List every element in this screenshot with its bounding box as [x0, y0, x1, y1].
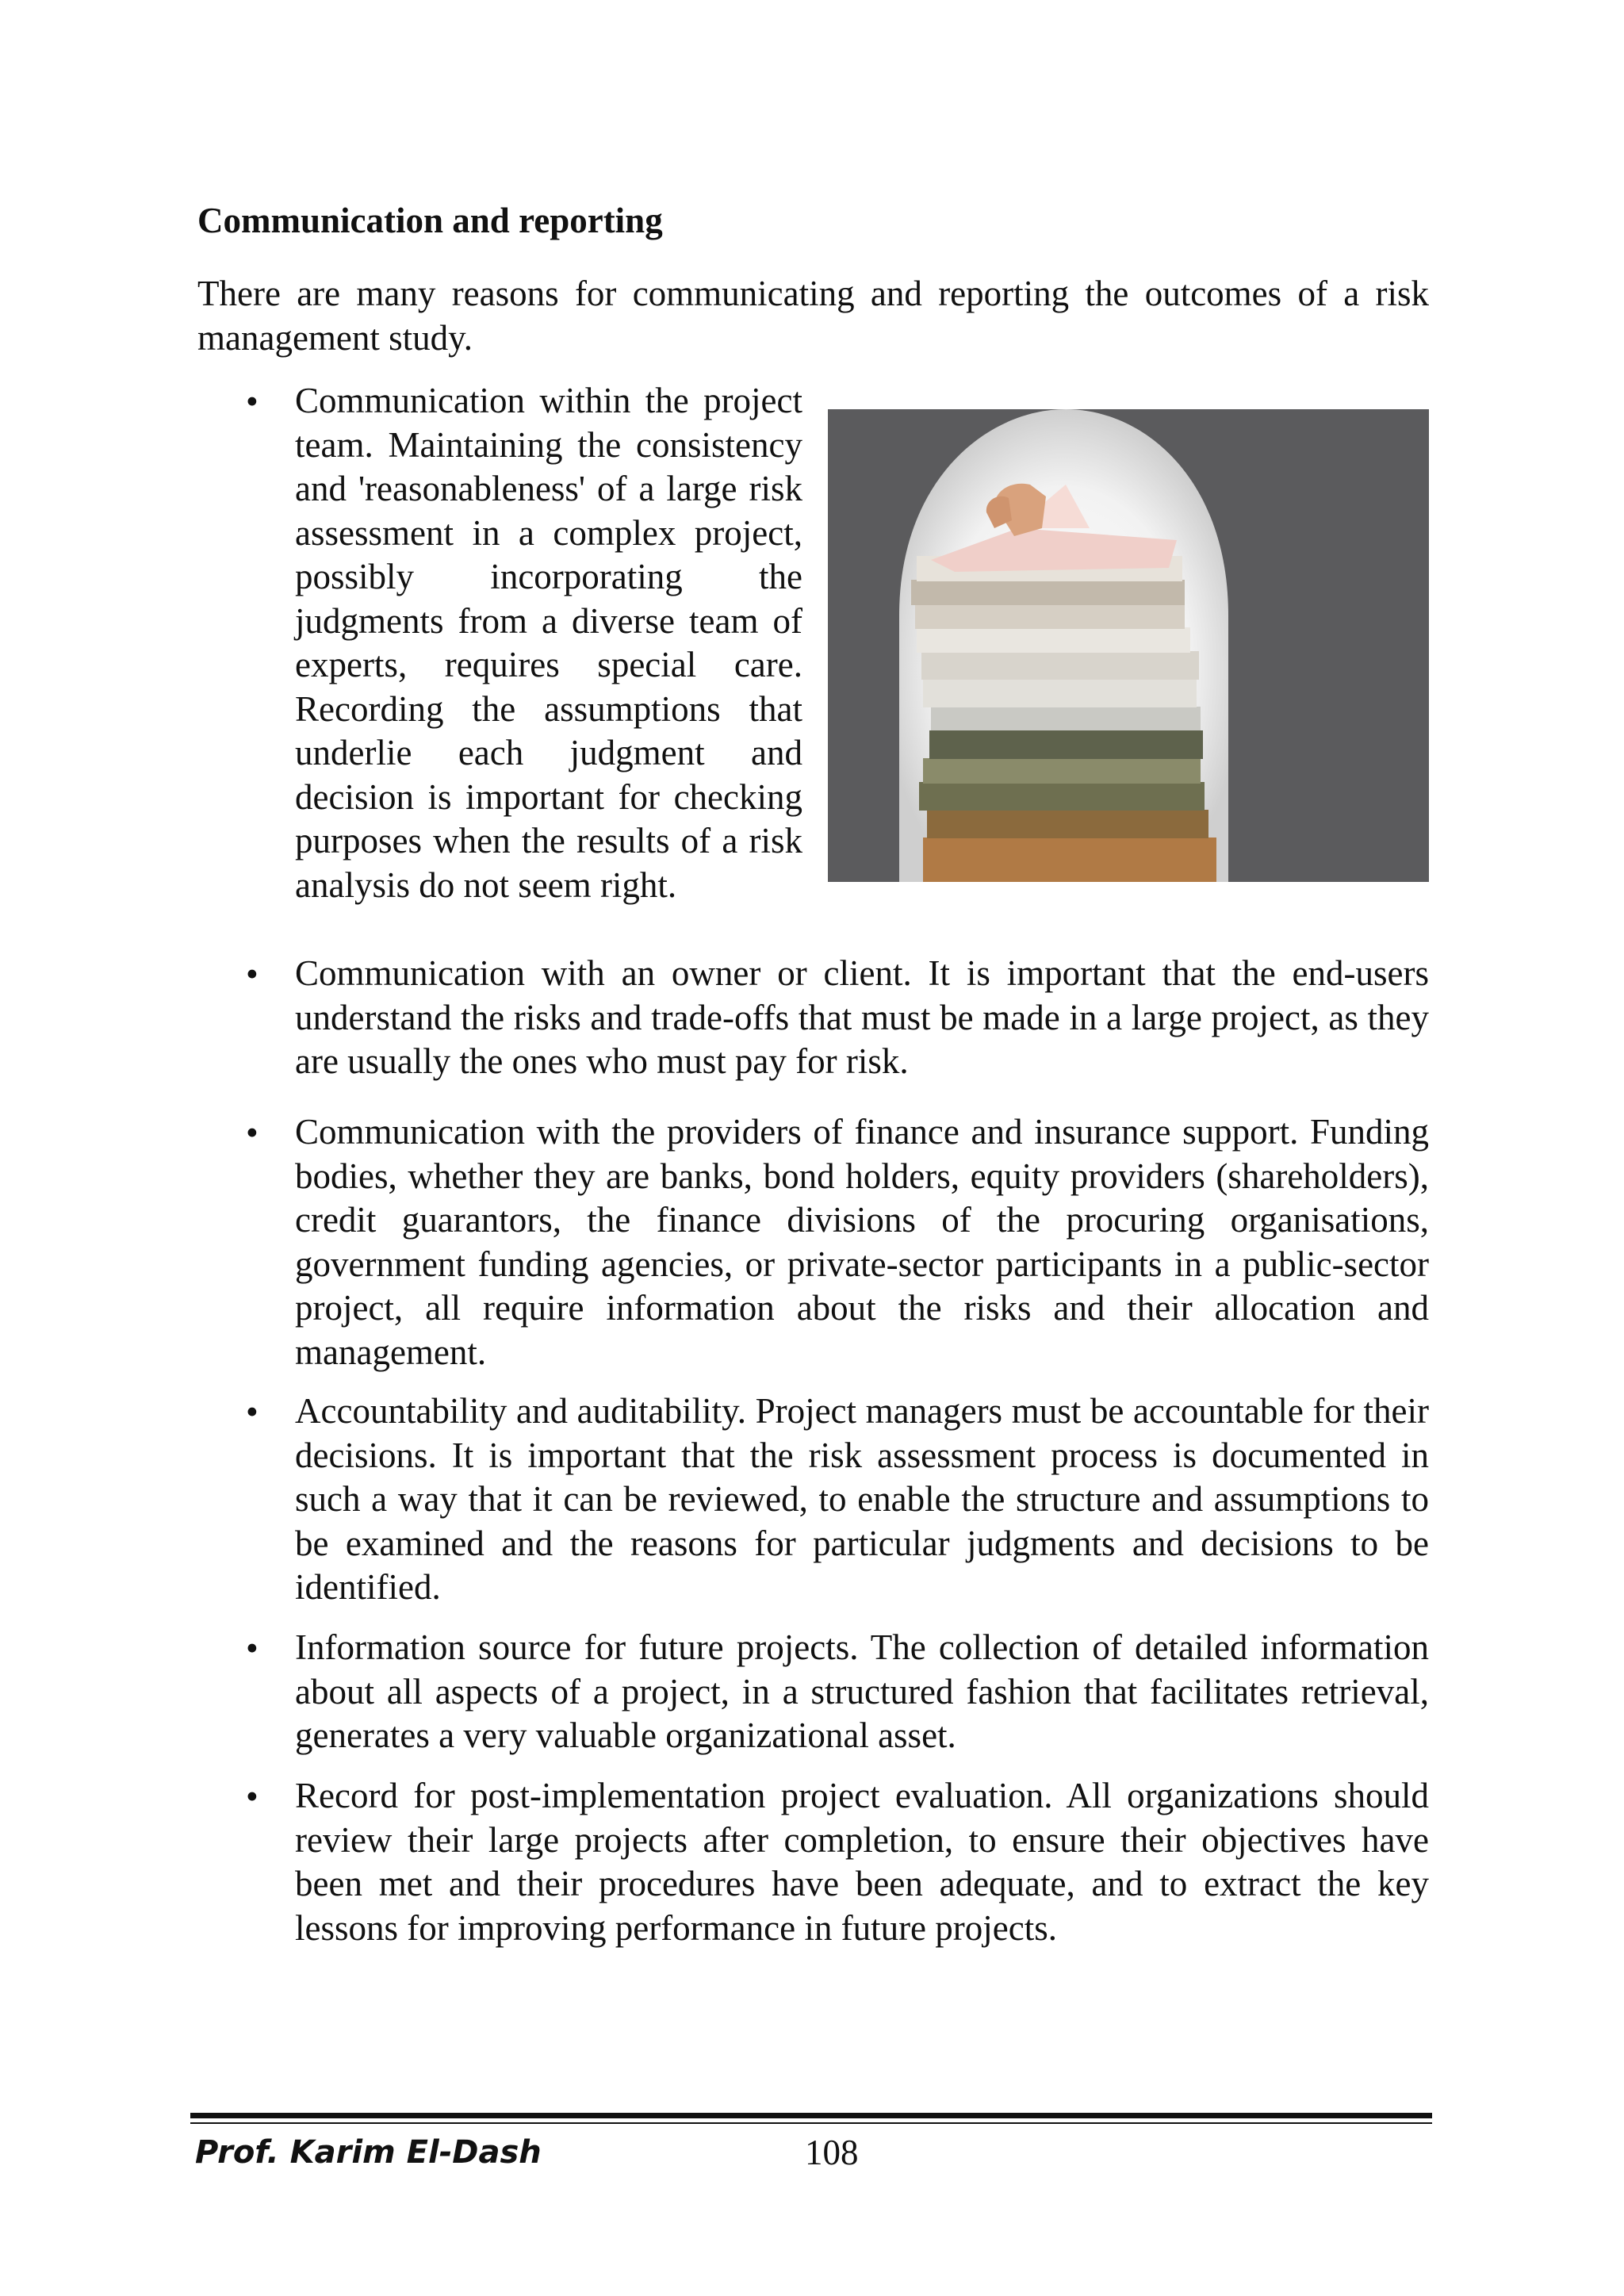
- page-number: 108: [805, 2133, 859, 2172]
- footer-divider-thin: [190, 2122, 1432, 2124]
- bullet-marker: •: [246, 1628, 259, 1668]
- bullet-marker: •: [246, 954, 259, 994]
- list-item-post-implementation: Record for post-implementation project evaluation. All organizations should review their large projects after completion, to ensure their objectives have been met and their procedures have been adequate, and to extract the key lessons for improving performance in future projects.: [295, 1776, 1429, 1948]
- list-item-finance-communication: Communication with the providers of finance and insurance support. Funding bodies, whether they are banks, bond holders, equity providers (shareholders), credit guarantors, the finance divisions of the procuring organisations, government funding agencies, or private-sector participants in a public-sector project, all require information about the risks and their allocation and management.: [295, 1112, 1429, 1372]
- intro-paragraph: There are many reasons for communicating and reporting the outcomes of a risk management study.: [197, 274, 1429, 358]
- list-item-owner-communication: Communication with an owner or client. It is important that the end-users understand the risks and trade-offs that must be made in a large project, as they are usually the ones who must pay for risk.: [295, 953, 1429, 1081]
- bullet-marker: •: [246, 1113, 259, 1152]
- bullet-marker: •: [246, 381, 259, 421]
- footer-divider-thick: [190, 2113, 1432, 2118]
- list-item-accountability: Accountability and auditability. Project managers must be accountable for their decisions. It is important that the risk assessment process is documented in such a way that it can be reviewed, to enable the structure and assumptions to be examined and the reasons for particular judgments and decisions to be identified.: [295, 1391, 1429, 1607]
- bullet-marker: •: [246, 1777, 259, 1816]
- stacked-documents-photo: [828, 409, 1429, 882]
- list-item-team-communication: Communication within the project team. Maintaining the consistency and 'reasonableness' of a large risk assessment in a complex project, possibly incorporating the judgments from a diverse team of experts, requires special care. Recording the assumptions that underlie each judgment and decision is important for checking purposes when the results of a risk analysis do not seem right.: [295, 381, 802, 905]
- bullet-marker: •: [246, 1392, 259, 1432]
- list-item-information-source: Information source for future projects. The collection of detailed information about all aspects of a project, in a structured fashion that facilitates retrieval, generates a very valuable organizational asset.: [295, 1627, 1429, 1755]
- footer-author: Prof. Karim El-Dash: [195, 2134, 542, 2171]
- section-heading: Communication and reporting: [197, 201, 663, 240]
